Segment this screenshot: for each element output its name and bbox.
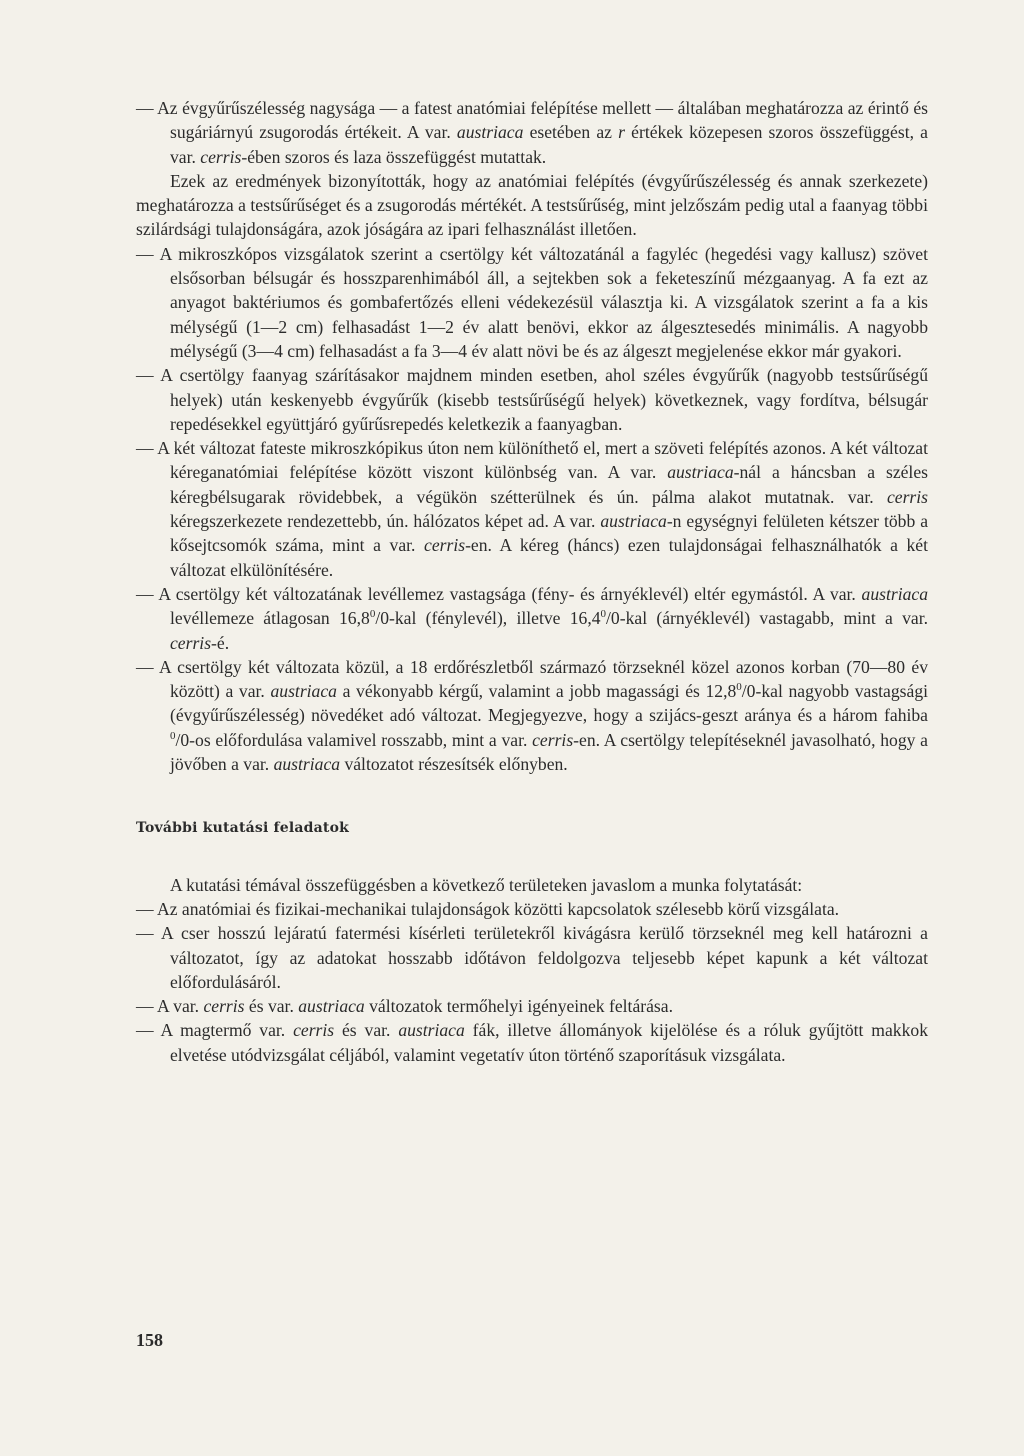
text-run: cerris: [200, 146, 242, 167]
text-run: austriaca: [298, 996, 365, 1017]
text-run: austriaca: [667, 462, 734, 483]
text-run: cerris: [203, 996, 245, 1017]
text-run: cerris: [532, 729, 574, 750]
text-run: értékek közepesen szoros összefüggést, a var.: [170, 122, 928, 167]
text-run: cerris: [170, 632, 212, 653]
text-run: r: [618, 122, 625, 143]
text-run: -n egységnyi felületen kétszer több a kősejtcsomók száma, mint a var.: [170, 511, 929, 556]
text-run: cerris: [293, 1020, 335, 1041]
text-run: /0-os előfordulása valamivel rosszabb, mint a var.: [175, 729, 533, 750]
text-run: 0: [736, 681, 742, 694]
text-run: -en. A csertölgy telepítéseknél javasolható, hogy a jövőben a var.: [170, 729, 928, 775]
list-item: [136, 921, 928, 994]
text-run: — A két változat fateste mikroszkópikus úton nem különíthető el, mert a szöveti felépítés azonos. A két változat kéreganatómiai felépítése között viszont különbség van. A var.: [136, 438, 928, 483]
text-run: austriaca: [456, 122, 524, 143]
paragraph: [136, 873, 928, 897]
text-run: fák, illetve állományok kijelölése és a róluk gyűjtött makkok elvetése utódvizsgálat céljából, valamint vegetatív úton történő szaporításuk vizsgálata.: [170, 1020, 928, 1065]
text-run: cerris: [886, 486, 928, 507]
text-run: /0-kal (fénylevél), illetve 16,4: [375, 608, 601, 629]
text-run: austriaca: [861, 583, 928, 604]
list-item: [136, 96, 928, 169]
text-run: változatot részesítsék előnyben.: [340, 754, 568, 775]
text-run: — A csertölgy faanyag szárításakor majdnem minden esetben, ahol széles évgyűrűk (nagyobb testsűrűségű helyek) után keskenyebb évgyűrűk (kisebb testsűrűségű helyek) következnek, vagy fordítva, bélsugár repedésekkel együttjáró gyűrűsrepedés keletkezik a faanyagban.: [136, 365, 928, 434]
list-item: [136, 436, 928, 582]
list-item: [136, 1018, 928, 1067]
text-run: Ezek az eredmények bizonyították, hogy az anatómiai felépítés (évgyűrűszélesség és annak szerkezete) meghatározza a testsűrűséget és a zsugorodás mértékét. A testsűrűség, mint jelzőszám pedig utal a faanyag többi szilárdsági tulajdonságára, azok jóságára az ipari felhasználást illetően.: [136, 170, 928, 240]
section-heading: További kutatási feladatok: [136, 820, 350, 837]
text-run: A kutatási témával összefüggésben a következő területeken javaslom a munka folytatását:: [170, 874, 803, 895]
text-run: austriaca: [270, 681, 337, 702]
text-run: /0-kal nagyobb vastagsági (évgyűrűszélesség) növedéket adó változat. Megjegyezve, hogy a szijács-geszt aránya és a három fahiba: [170, 681, 929, 726]
text-run: austriaca: [600, 511, 667, 532]
paragraph: [136, 169, 928, 242]
text-run: -é.: [211, 632, 230, 653]
text-run: austriaca: [398, 1020, 465, 1041]
list-item: [136, 242, 928, 363]
list-item: [136, 363, 928, 436]
text-run: austriaca: [273, 754, 341, 775]
page-number: 158: [136, 1330, 163, 1350]
text-run: -nál a háncsban a széles kéregbélsugarak rövidebbek, a végükön szétterülnek és ún. pálma alakot mutatnak. var.: [170, 462, 928, 507]
text-run: — A cser hosszú lejáratú fatermési kísérleti területekről kivágásra kerülő törzseknél meg kell határozni a változatot, így az adatokat hosszabb időtávon feldolgozva teljesebb képet kapunk a két változat előfordulásáról.: [136, 923, 928, 992]
text-run: kéregszerkezete rendezettebb, ún. hálózatos képet ad. A var.: [170, 511, 601, 532]
text-run: — A csertölgy két változata közül, a 18 erdőrészletből származó törzseknél közel azonos korban (70—80 év között) a var.: [136, 656, 928, 702]
text-run: levéllemeze átlagosan 16,8: [170, 608, 370, 629]
text-run: 0: [369, 608, 376, 621]
conclusions-block: [136, 96, 928, 776]
text-run: -ében szoros és laza összefüggést mutattak.: [241, 146, 547, 167]
list-item: [136, 582, 928, 655]
text-run: és var.: [244, 996, 299, 1017]
text-run: a vékonyabb kérgű, valamint a jobb magassági és 12,8: [336, 681, 737, 702]
text-run: esetében az: [523, 122, 619, 143]
text-run: és var.: [334, 1020, 399, 1041]
text-run: — Az évgyűrűszélesség nagysága — a fatest anatómiai felépítése mellett — általában meghatározza az érintő és sugáriárnyú zsugorodás értékeit. A var.: [136, 98, 928, 143]
text-run: -en. A kéreg (háncs) ezen tulajdonságai felhasználhatók a két változat elkülönítésére.: [170, 535, 928, 580]
text-run: 0: [600, 608, 607, 621]
text-run: változatok termőhelyi igényeinek feltárása.: [364, 996, 673, 1017]
text-body: [136, 96, 928, 1067]
text-run: 0: [170, 729, 176, 742]
text-run: — A magtermő var.: [136, 1020, 294, 1041]
text-run: — A csertölgy két változatának levéllemez vastagsága (fény- és árnyéklevél) eltér egymástól. A var.: [136, 583, 862, 604]
text-run: — Az anatómiai és fizikai-mechanikai tulajdonságok közötti kapcsolatok szélesebb körű vizsgálata.: [136, 898, 840, 919]
list-item: [136, 655, 928, 776]
text-run: /0-kal (árnyéklevél) vastagabb, mint a var.: [606, 608, 929, 629]
text-run: cerris: [424, 535, 466, 556]
further-research-block: [136, 873, 928, 1067]
text-run: — A mikroszkópos vizsgálatok szerint a csertölgy két változatánál a fagyléc (hegedési vagy kallusz) szövet elsősorban bélsugár és hosszparenhimából áll, a sejtekben sok a feketeszínű mézgaanyag. A fa ezt az anyagot baktériumos és gombafertőzés elleni védekezésül választja ki. A vizsgálatok szerint a fa a kis mélységű (1—2 cm) felhasadást 1—2 év alatt benövi, ekkor az álgesztesedés minimális. A nagyobb mélységű (3—4 cm) felhasadást a fa 3—4 év alatt növi be és az álgeszt megjelenése ekkor már gyakori.: [136, 243, 928, 361]
list-item: [136, 897, 928, 921]
list-item: [136, 994, 928, 1018]
text-run: — A var.: [136, 996, 204, 1017]
